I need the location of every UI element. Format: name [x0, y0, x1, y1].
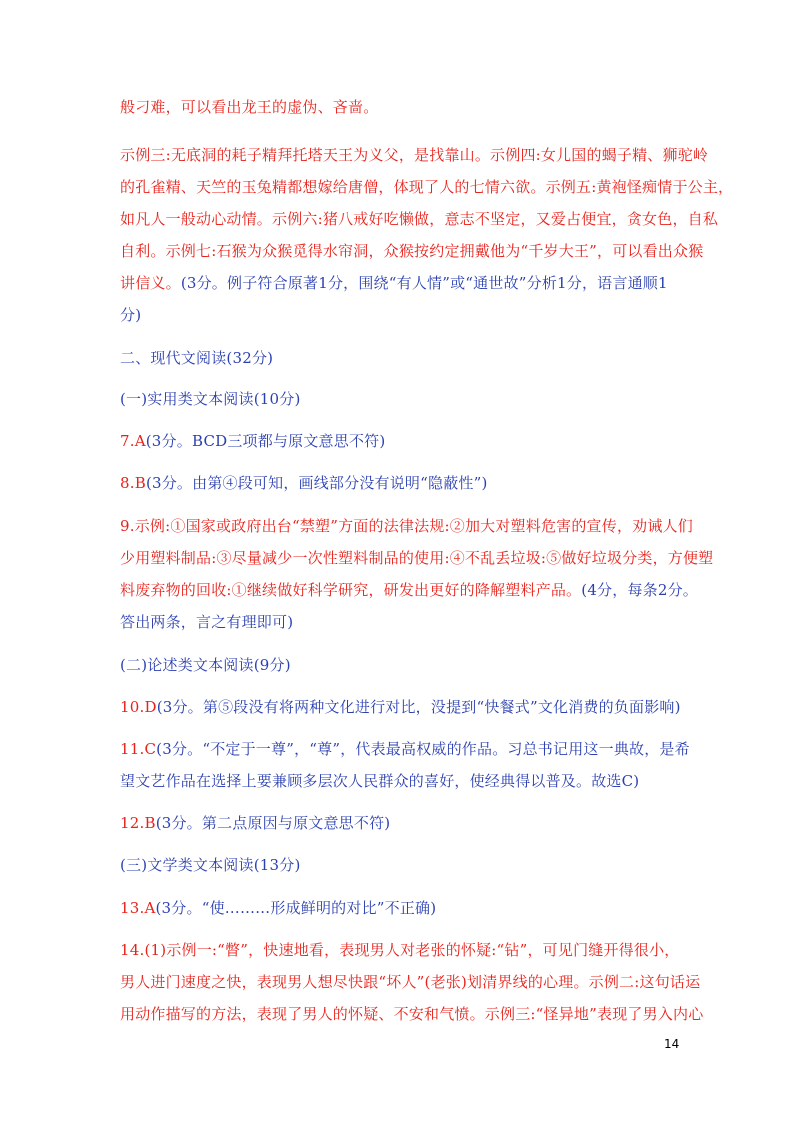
subsection-heading-argumentative: (二)论述类文本阅读(9分) [120, 656, 291, 674]
answer-q9-line-3 [120, 580, 698, 600]
answer-label: 11.C [120, 740, 157, 758]
answer-q11-line-1 [120, 739, 690, 759]
answer-label: 13.A [120, 899, 156, 917]
subsection-heading-literary: (三)文学类文本阅读(13分) [120, 856, 301, 874]
answer-line-2: 示例三:无底洞的耗子精拜托塔天王为义父，是找靠山。示例四:女儿国的蝎子精、狮驼岭 [120, 146, 709, 164]
answer-q7 [120, 431, 385, 451]
answer-q10 [120, 697, 681, 717]
answer-q13 [120, 898, 436, 918]
subsection-heading-practical: (一)实用类文本阅读(10分) [120, 390, 301, 408]
answer-q8 [120, 473, 488, 493]
answer-q9-line-2: 少用塑料制品:③尽量减少一次性塑料制品的使用:④不乱丢垃圾:⑤做好垃圾分类，方便塑 [120, 549, 714, 567]
answer-line-1: 般刁难，可以看出龙王的虚伪、吝啬。 [120, 98, 379, 116]
answer-explanation: (3分。第⑤段没有将两种文化进行对比，没提到“快餐式”文化消费的负面影响) [156, 698, 681, 716]
answer-label: 7.A [120, 432, 146, 450]
answer-text: 讲信义。 [120, 274, 181, 292]
answer-line-5: 自利。示例七:石猴为众猴觅得水帘洞，众猴按约定拥戴他为“千岁大王”，可以看出众猴 [120, 242, 704, 260]
answer-q14-line-2: 男人进门速度之快，表现男人想尽快跟“坏人”(老张)划清界线的心理。示例二:这句话运 [120, 973, 701, 991]
answer-line-3: 的孔雀精、天竺的玉兔精都想嫁给唐僧，体现了人的七情六欲。示例五:黄袍怪痴情于公主， [120, 178, 734, 196]
answer-explanation: (3分。“不定于一尊”，“尊”，代表最高权威的作品。习总书记用这一典故，是希 [156, 740, 690, 758]
answer-explanation: (3分。由第④段可知，画线部分没有说明“隐蔽性”) [145, 474, 488, 492]
answer-explanation: (3分。第二点原因与原文意思不符) [155, 814, 391, 832]
scoring-note: (4分，每条2分。 [581, 581, 699, 599]
page-number: 14 [664, 1037, 680, 1051]
answer-line-4: 如凡人一般动心动情。示例六:猪八戒好吃懒做，意志不坚定，又爱占便宜，贪女色，自私 [120, 210, 719, 228]
answer-label: 12.B [120, 814, 156, 832]
answer-q9-line-4: 答出两条，言之有理即可) [120, 613, 294, 631]
answer-label: 10.D [120, 698, 157, 716]
answer-label: 8.B [120, 474, 146, 492]
answer-line-6 [120, 273, 668, 293]
answer-q14-line-3: 用动作描写的方法，表现了男人的怀疑、不安和气愤。示例三:“怪异地”表现了男入内心 [120, 1005, 704, 1023]
answer-q14-line-1: 14.(1)示例一:“瞥”，快速地看，表现男人对老张的怀疑:“钻”，可见门缝开得很小， [120, 941, 680, 959]
answer-q11-line-2: 望文艺作品在选择上要兼顾多层次人民群众的喜好，使经典得以普及。故选C) [120, 772, 640, 790]
scoring-note-line: 分) [120, 306, 142, 324]
scoring-note: (3分。例子符合原著1分，围绕“有人情”或“通世故”分析1分，语言通顺1 [180, 274, 668, 292]
answer-q9-line-1: 9.示例:①国家或政府出台“禁塑”方面的法律法规:②加大对塑料危害的宣传，劝诫人们 [120, 517, 693, 535]
answer-text: 料废弃物的回收:①继续做好科学研究，研发出更好的降解塑料产品。 [120, 581, 582, 599]
answer-explanation: (3分。“使………形成鲜明的对比”不正确) [155, 899, 437, 917]
answer-q12 [120, 813, 390, 833]
section-heading-modern-reading: 二、现代文阅读(32分) [120, 349, 274, 367]
answer-explanation: (3分。BCD三项都与原文意思不符) [145, 432, 386, 450]
